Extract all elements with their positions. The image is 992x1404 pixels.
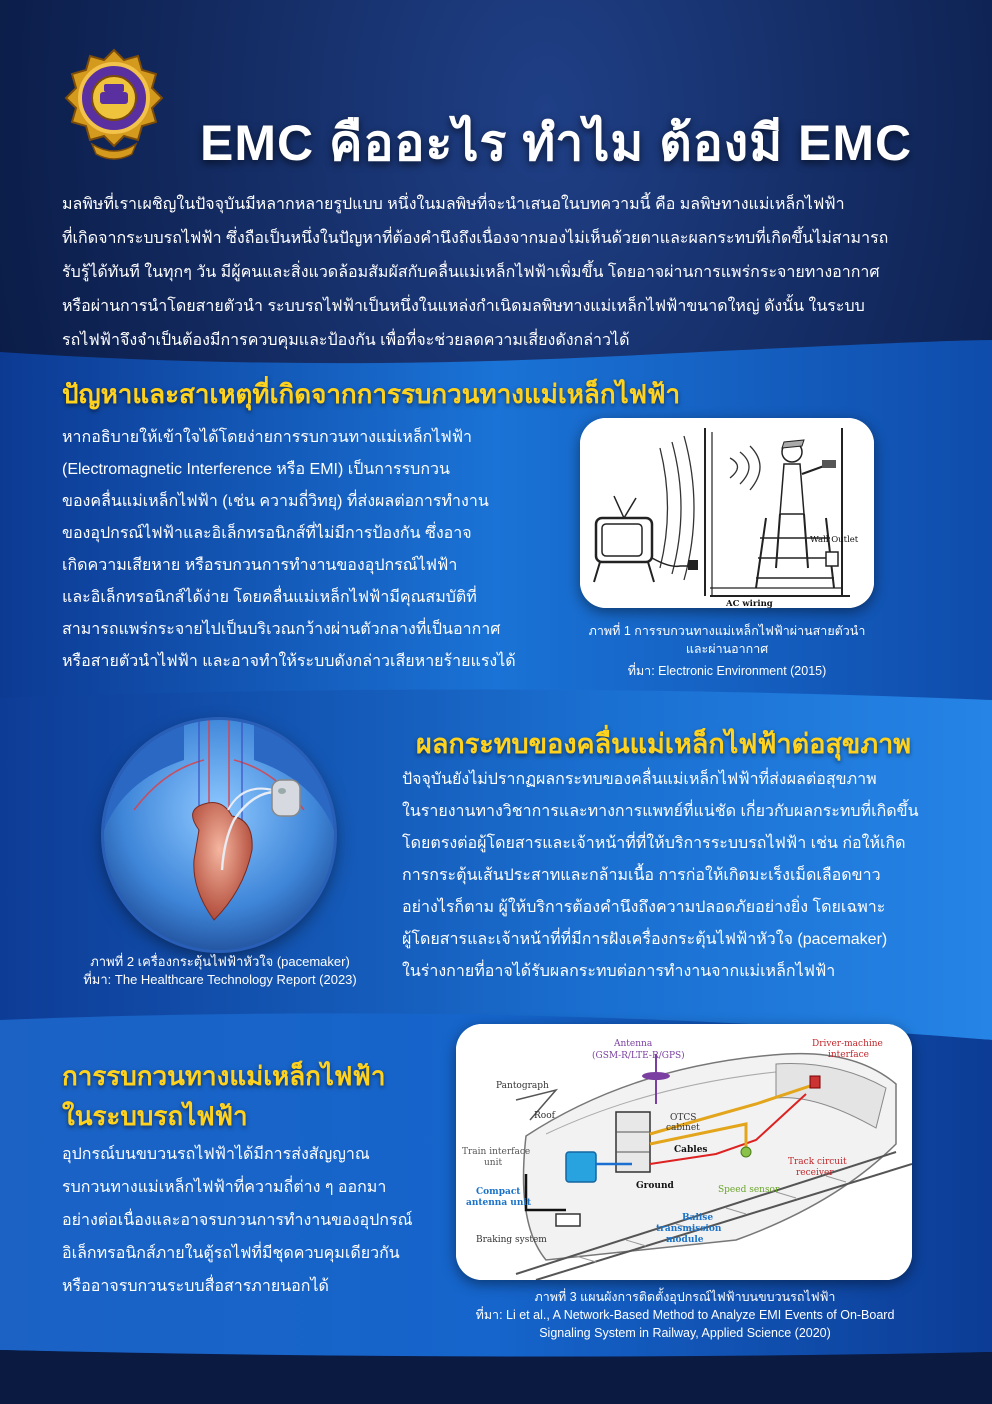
balise-label-3: module — [666, 1235, 704, 1245]
ground-label: Ground — [636, 1181, 674, 1191]
pacemaker-illustration — [104, 720, 334, 950]
figure1-caption — [560, 622, 894, 680]
emi-illustration — [580, 418, 874, 608]
caption-line: ภาพที่ 2 เครื่องกระตุ้นไฟฟ้าหัวใจ (pacemaker) — [90, 954, 350, 969]
caption-line: ที่มา: Li et al., A Network-Based Method to Analyze EMI Events of On-Board — [475, 1308, 895, 1322]
section3-line: หรืออาจรบกวนระบบสื่อสารภายนอกได้ — [62, 1278, 329, 1295]
caption-line: Signaling System in Railway, Applied Science (2020) — [539, 1326, 831, 1340]
section2-line: ปัจจุบันยังไม่ปรากฏผลกระทบของคลื่นแม่เหล็กไฟฟ้าที่ส่งผลต่อสุขภาพ — [402, 771, 877, 788]
section2-line: อย่างไรก็ตาม ผู้ให้บริการต้องคำนึงถึงความปลอดภัยอย่างยิ่ง โดยเฉพาะ — [402, 899, 886, 916]
page-title: EMC คืออะไร ทำไม ต้องมี EMC — [200, 115, 913, 171]
section2-body — [402, 764, 942, 988]
figure3-image — [456, 1024, 912, 1280]
dmi-label: Driver-machine — [812, 1039, 883, 1049]
section1-line: ของคลื่นแม่เหล็กไฟฟ้า (เช่น ความถี่วิทยุ) ที่ส่งผลต่อการทำงาน — [62, 493, 489, 510]
section2-line: การกระตุ้นเส้นประสาทและกล้ามเนื้อ การก่อให้เกิดมะเร็งเม็ดเลือดขาว — [402, 867, 881, 884]
caption-line: ที่มา: The Healthcare Technology Report (2023) — [83, 972, 357, 987]
section1-line: สามารถแพร่กระจายไปเป็นบริเวณกว้างผ่านตัวกลางที่เป็นอากาศ — [62, 621, 501, 638]
otcs-label: OTCS — [670, 1113, 697, 1123]
section3-line: รบกวนทางแม่เหล็กไฟฟ้าที่ความถี่ต่าง ๆ ออกมา — [62, 1179, 387, 1196]
section3-heading-line: ในระบบรถไฟฟ้า — [62, 1101, 248, 1131]
section3-heading-line: การรบกวนทางแม่เหล็กไฟฟ้า — [62, 1061, 386, 1091]
section1-line: หากอธิบายให้เข้าใจได้โดยง่ายการรบกวนทางแม่เหล็กไฟฟ้า — [62, 429, 473, 446]
track-circuit-label-2: receiver — [796, 1168, 834, 1178]
wall-outlet-label: Wall Outlet — [810, 535, 859, 545]
train-diagram — [456, 1024, 912, 1280]
institution-logo — [62, 46, 166, 166]
section3-line: อุปกรณ์บนขบวนรถไฟฟ้าได้มีการส่งสัญญาณ — [62, 1146, 370, 1163]
section3-line: อิเล็กทรอนิกส์ภายในตู้รถไฟที่มีชุดควบคุมเดียวกัน — [62, 1245, 400, 1262]
section1-heading: ปัญหาและสาเหตุที่เกิดจากการรบกวนทางแม่เหล็กไฟฟ้า — [62, 379, 681, 409]
section3-body — [62, 1138, 442, 1303]
intro-line: รถไฟฟ้าจึงจำเป็นต้องมีการควบคุมและป้องกัน เพื่อที่จะช่วยลดความเสี่ยงดังกล่าวได้ — [62, 332, 630, 349]
section1-body — [62, 422, 542, 678]
intro-paragraph — [62, 188, 932, 358]
figure3-caption — [460, 1288, 910, 1342]
figure2-caption — [64, 953, 376, 989]
intro-line: ที่เกิดจากระบบรถไฟฟ้า ซึ่งถือเป็นหนึ่งในปัญหาที่ต้องคำนึงถึงเนื่องจากมองไม่เห็นด้วยตาและผลกระทบที่เกิดขึ้นไม่สามารถ — [62, 230, 889, 247]
tiu-label: Train interface — [462, 1147, 531, 1157]
compact-antenna-label: Compact — [476, 1187, 521, 1197]
section2-line: ในรายงานทางวิชาการและทางการแพทย์ที่แน่ชัด เกี่ยวกับผลกระทบที่เกิดขึ้น — [402, 803, 919, 820]
intro-line: รับรู้ได้ทันที ในทุกๆ วัน มีผู้คนและสิ่งแวดล้อมสัมผัสกับคลื่นแม่เหล็กไฟฟ้าเพิ่มขึ้น โดยอาจผ่านการแพร่กระจายทางอากาศ — [62, 264, 880, 281]
intro-line: หรือผ่านการนำโดยสายตัวนำ ระบบรถไฟฟ้าเป็นหนึ่งในแหล่งกำเนิดมลพิษทางแม่เหล็กไฟฟ้าขนาดใหญ่ ดังนั้น ในระบบ — [62, 298, 865, 315]
seal-icon — [62, 46, 166, 166]
caption-line: และผ่านอากาศ — [685, 642, 769, 656]
section1-line: (Electromagnetic Interference หรือ EMI) เป็นการรบกวน — [62, 461, 450, 478]
section1-line: ของอุปกรณ์ไฟฟ้าและอิเล็กทรอนิกส์ที่ไม่มีการป้องกัน ซึ่งอาจ — [62, 525, 472, 542]
figure1-image — [580, 418, 874, 608]
figure2-image — [104, 720, 334, 950]
dmi-label-2: interface — [828, 1050, 869, 1060]
balise-label-2: transmission — [656, 1224, 722, 1234]
compact-antenna-label-2: antenna unit — [466, 1198, 531, 1208]
roof-label: Roof — [534, 1111, 555, 1121]
speed-sensor-label: Speed sensor — [718, 1185, 780, 1195]
section2-line: โดยตรงต่อผู้โดยสารและเจ้าหน้าที่ที่ให้บริการระบบรถไฟฟ้า เช่น ก่อให้เกิด — [402, 835, 906, 852]
balise-label: Balise — [682, 1213, 714, 1223]
intro-line: มลพิษที่เราเผชิญในปัจจุบันมีหลากหลายรูปแบบ หนึ่งในมลพิษที่จะนำเสนอในบทความนี้ คือ มลพิษทางแม่เหล็กไฟฟ้า — [62, 196, 845, 213]
section1-line: เกิดความเสียหาย หรือรบกวนการทำงานของอุปกรณ์ไฟฟ้า — [62, 557, 458, 574]
section2-line: ผู้โดยสารและเจ้าหน้าที่ที่มีการฝังเครื่องกระตุ้นไฟฟ้าหัวใจ (pacemaker) — [402, 931, 888, 948]
caption-line: ภาพที่ 3 แผนผังการติดตั้งอุปกรณ์ไฟฟ้าบนขบวนรถไฟฟ้า — [534, 1290, 836, 1304]
antenna-label: Antenna — [614, 1039, 653, 1049]
otcs-label-2: cabinet — [666, 1123, 700, 1133]
section1-line: หรือสายตัวนำไฟฟ้า และอาจทำให้ระบบดังกล่าวเสียหายร้ายแรงได้ — [62, 653, 516, 670]
track-circuit-label: Track circuit — [788, 1157, 847, 1167]
antenna-sub-label: (GSM-R/LTE-R/GPS) — [592, 1051, 685, 1061]
caption-line: ภาพที่ 1 การรบกวนทางแม่เหล็กไฟฟ้าผ่านสายตัวนำ — [588, 624, 866, 638]
section2-heading: ผลกระทบของคลื่นแม่เหล็กไฟฟ้าต่อสุขภาพ — [416, 729, 912, 759]
braking-label: Braking system — [476, 1235, 547, 1245]
caption-line: ที่มา: Electronic Environment (2015) — [627, 664, 827, 678]
section1-line: และอิเล็กทรอนิกส์ได้ง่าย โดยคลื่นแม่เหล็กไฟฟ้ามีคุณสมบัติที่ — [62, 589, 477, 606]
section2-line: ในร่างกายที่อาจได้รับผลกระทบต่อการทำงานจากแม่เหล็กไฟฟ้า — [402, 963, 836, 980]
cables-label: Cables — [674, 1145, 708, 1155]
pantograph-label: Pantograph — [496, 1081, 549, 1091]
section3-heading — [62, 1056, 385, 1136]
tiu-label-2: unit — [484, 1158, 503, 1168]
ac-wiring-label: AC wiring — [726, 599, 773, 608]
section3-line: อย่างต่อเนื่องและอาจรบกวนการทำงานของอุปกรณ์ — [62, 1212, 413, 1229]
